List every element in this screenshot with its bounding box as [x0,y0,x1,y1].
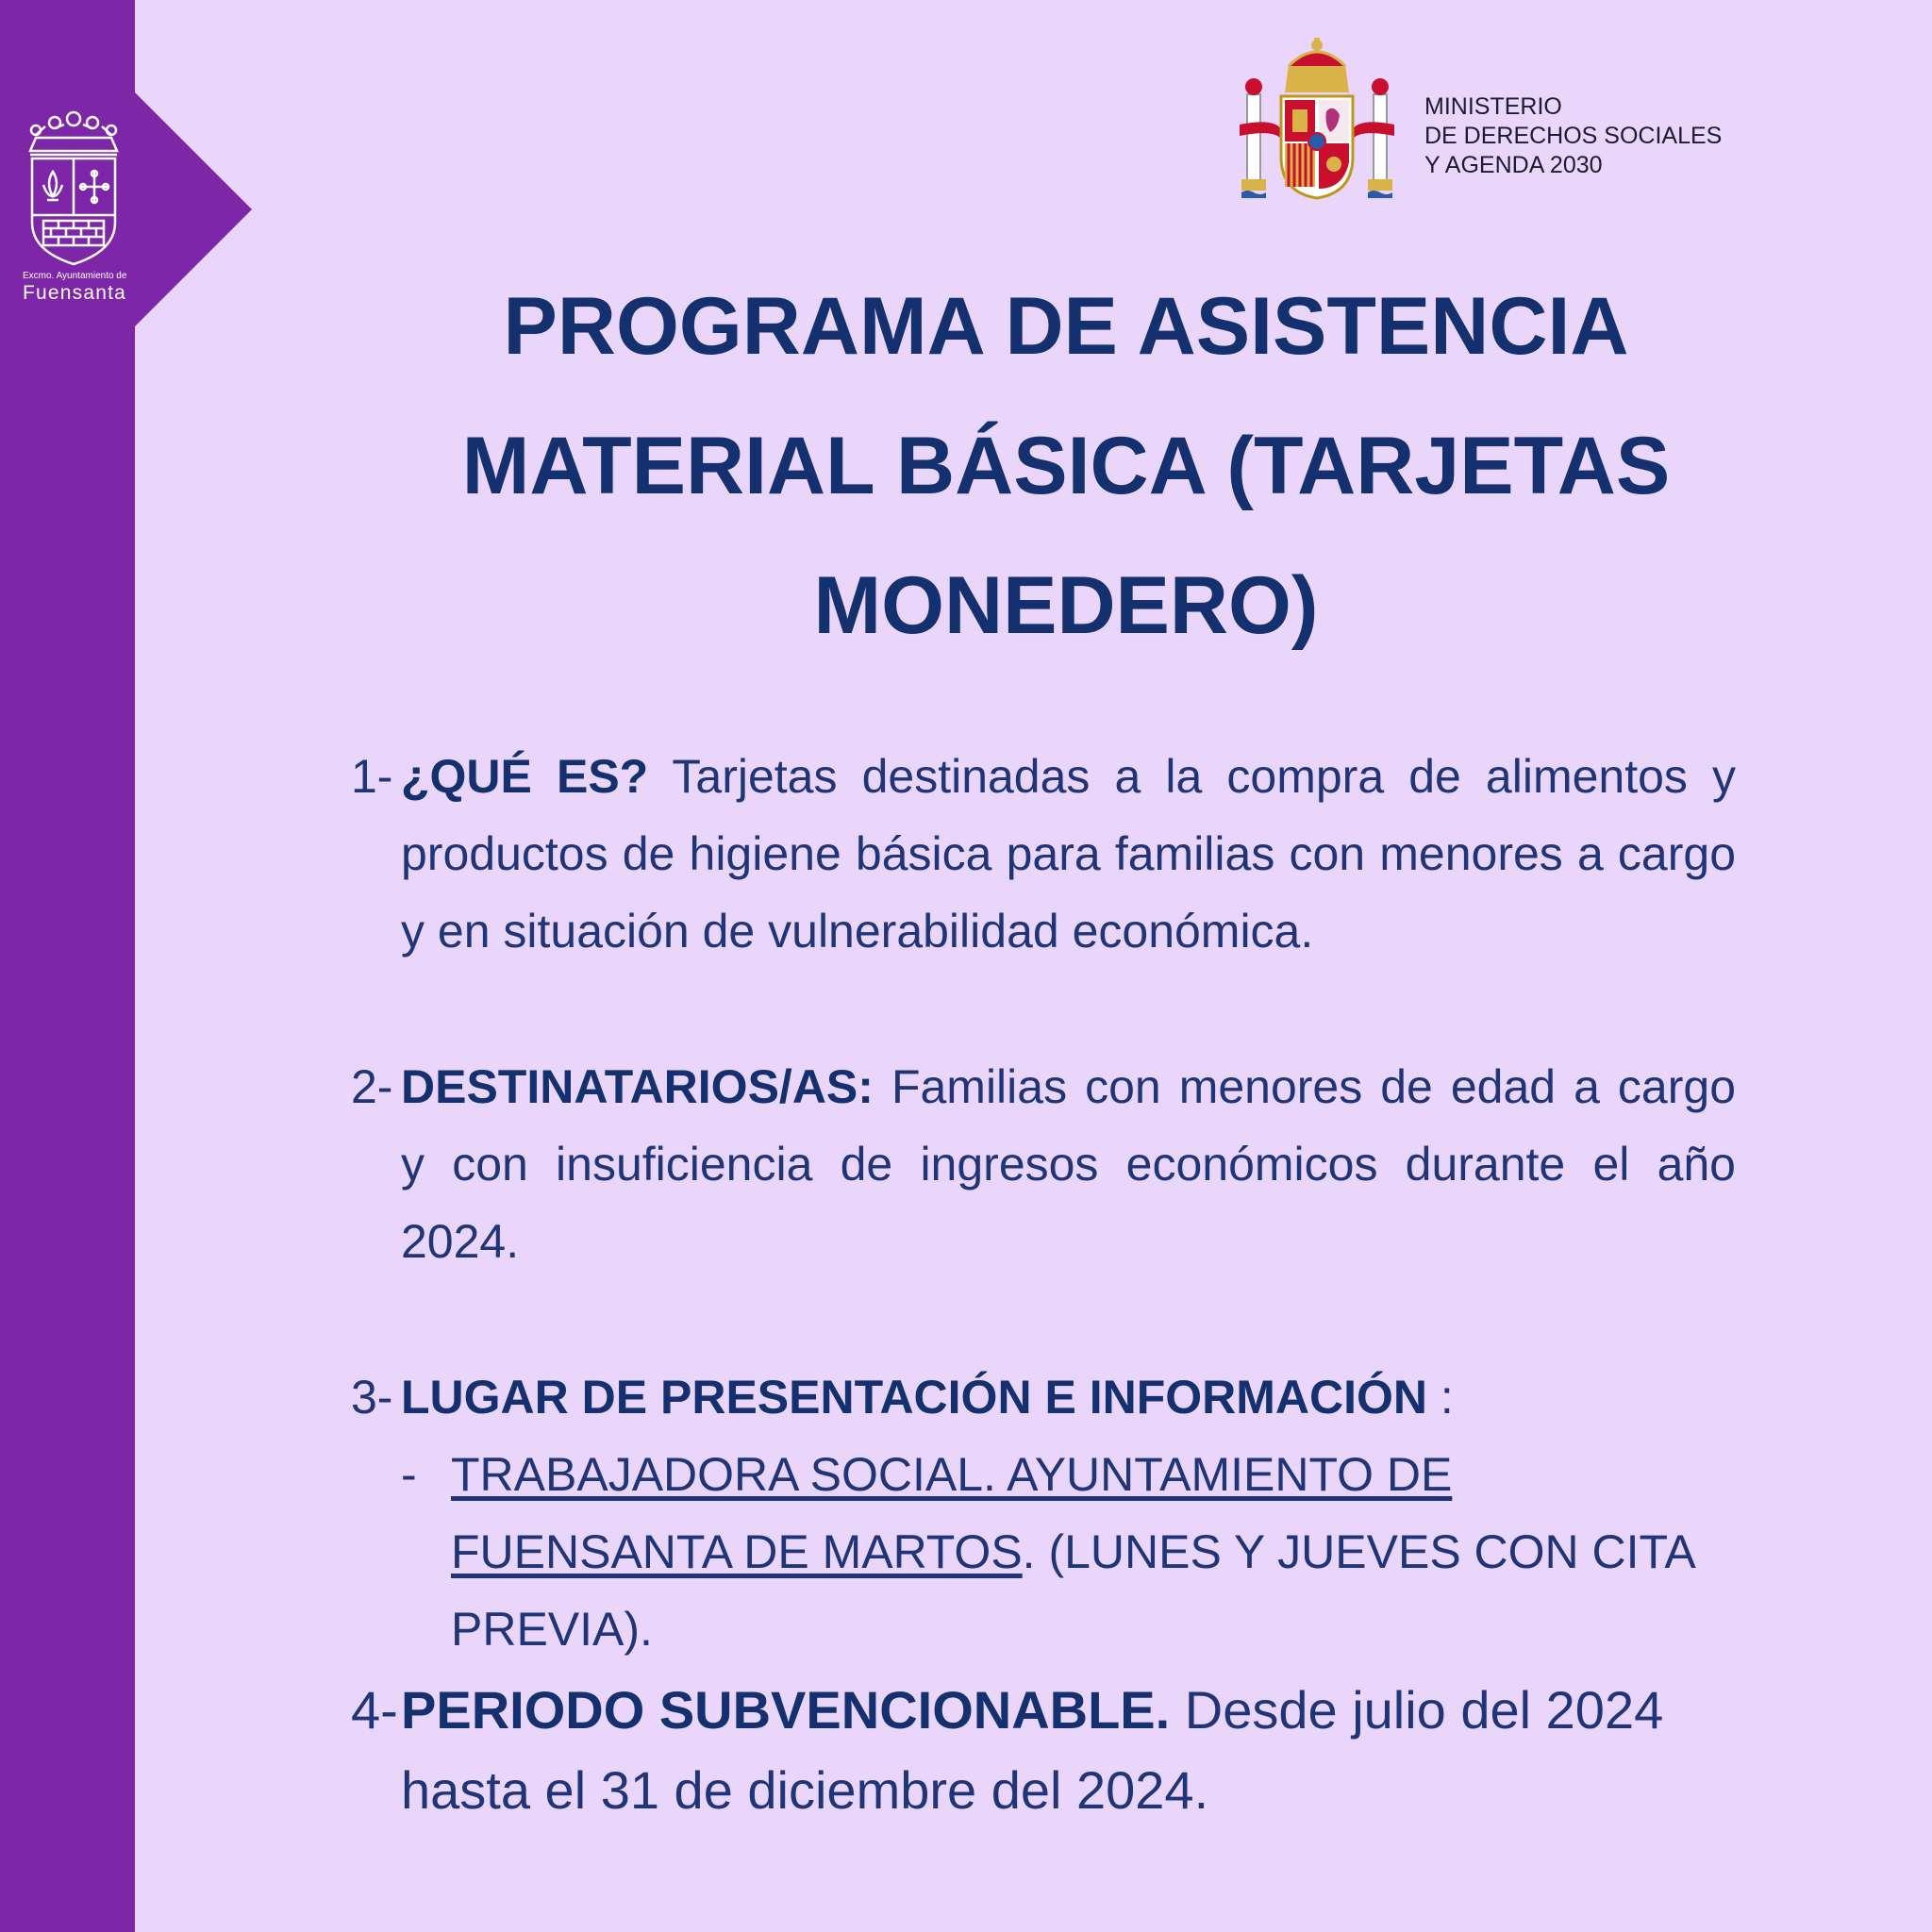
ministry-line: DE DERECHOS SOCIALES [1424,123,1723,149]
spain-coat-of-arms-icon [1240,38,1400,203]
list-item-destinatarios [351,1048,1736,1280]
item-number: 2- [351,1060,393,1113]
list-item-que-es [351,738,1736,970]
item-body [401,1670,1736,1830]
ministry-line: Y AGENDA 2030 [1424,152,1603,178]
item-number: 1- [351,750,393,803]
item-body [401,1358,1736,1436]
item-label: DESTINATARIOS/AS: [401,1060,874,1113]
town-caption-small: Excmo. Ayuntamiento de [23,271,127,281]
title-line: PROGRAMA DE ASISTENCIA [503,281,1629,372]
page-title [283,257,1849,675]
item-text: Tarjetas destinadas a la compra de alimentos y productos de higiene básica para familias con menores a cargo y en situación de vulnerabilidad económica. [401,750,1737,958]
item-body [401,738,1736,970]
sub-item-text: . (LUNES Y JUEVES CON CITA PREVIA). [451,1525,1693,1656]
office-link[interactable]: TRABAJADORA SOCIAL. AYUNTAMIENTO DE FUENSANTA DE MARTOS [451,1448,1453,1578]
list-item-periodo [351,1670,1736,1830]
list-item-lugar [351,1358,1736,1668]
sub-item [401,1436,1736,1668]
town-caption-name: Fuensanta [23,282,127,304]
sub-item-dash: - [401,1448,417,1501]
title-line: MATERIAL BÁSICA (TARJETAS [461,421,1671,511]
ministry-header [1240,38,1768,208]
item-text: Familias con menores de edad a cargo y con insuficiencia de ingresos económicos durante el año 2024. [401,1060,1736,1268]
coat-of-arms-icon [17,109,130,270]
item-label: LUGAR DE PRESENTACIÓN E INFORMACIÓN [401,1371,1427,1424]
item-text: : [1427,1371,1454,1424]
item-number: 3- [351,1371,393,1424]
item-body [401,1048,1736,1280]
ministry-name [1424,92,1764,180]
item-label: PERIODO SUBVENCIONABLE. [401,1680,1171,1740]
title-line: MONEDERO) [813,560,1319,651]
item-label: ¿QUÉ ES? [401,750,649,803]
item-number: 4- [351,1680,398,1740]
town-logo [17,109,149,308]
ministry-line: MINISTERIO [1424,93,1562,120]
item-text: Desde julio del 2024 hasta el 31 de diciembre del 2024. [401,1680,1664,1820]
